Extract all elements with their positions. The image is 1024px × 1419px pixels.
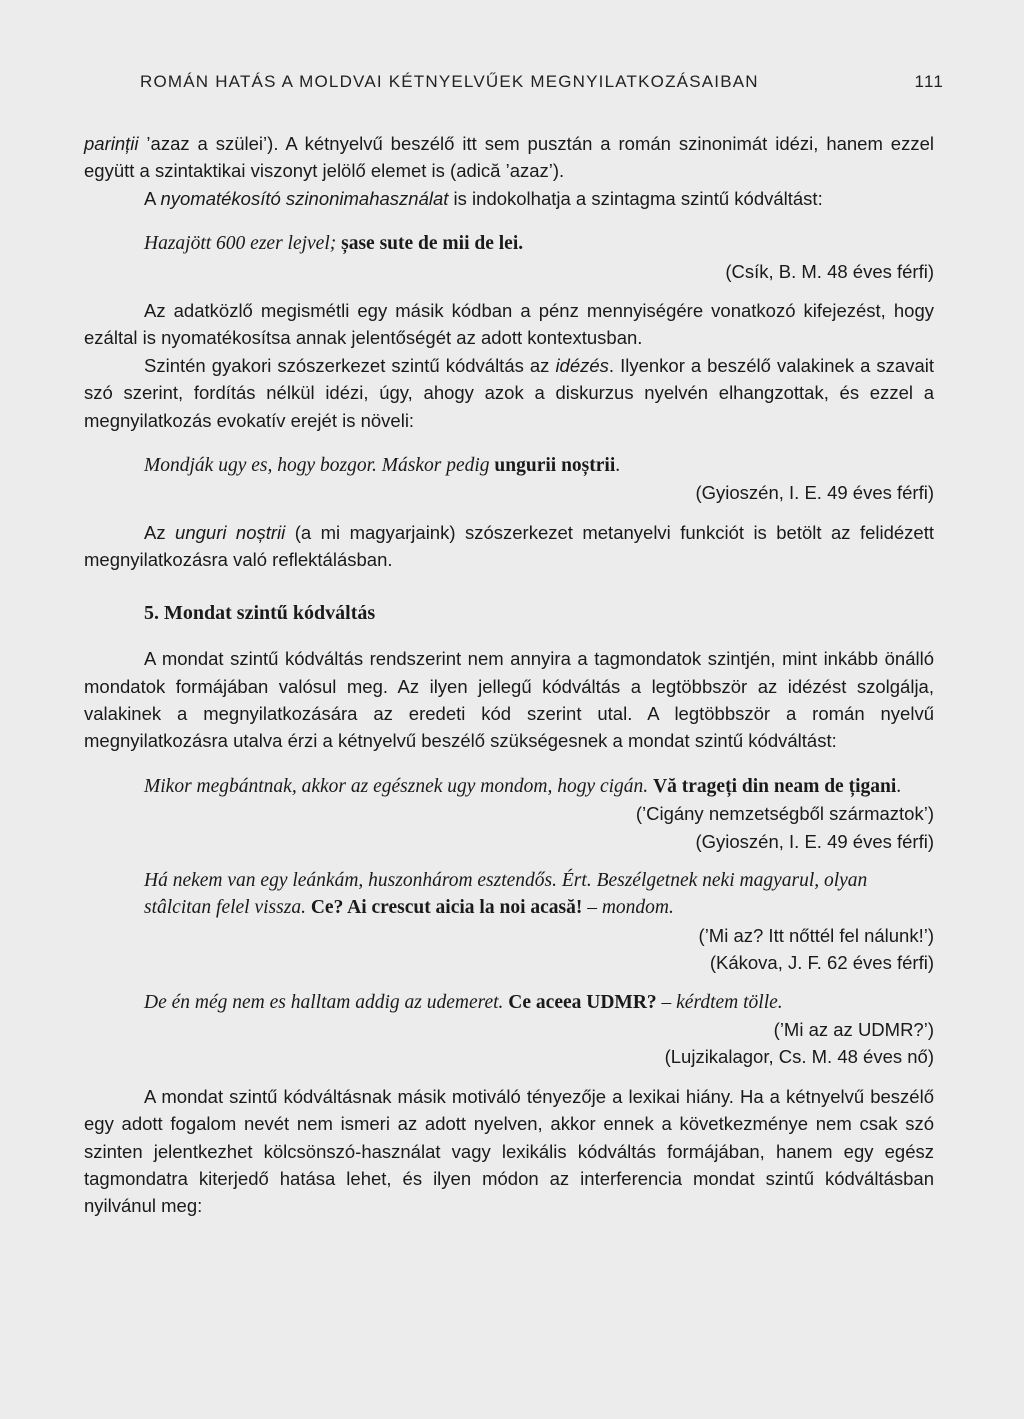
example-4-source: (Kákova, J. F. 62 éves férfi) xyxy=(709,952,934,974)
page-number: 111 xyxy=(914,72,944,91)
example-hungarian: Mikor megbántnak, akkor az egésznek ugy mondom, hogy cigán. xyxy=(144,775,654,797)
example-romanian: șase sute de mii de lei. xyxy=(341,233,524,255)
example-1 xyxy=(84,230,934,257)
paragraph-text: Az xyxy=(144,521,176,543)
paragraph-text: A xyxy=(144,187,161,209)
section-heading: 5. Mondat szintű kódváltás xyxy=(144,601,376,624)
paragraph-1 xyxy=(84,130,934,185)
running-title: ROMÁN HATÁS A MOLDVAI KÉTNYELVŰEK MEGNYILATKOZÁSAIBAN xyxy=(140,72,759,91)
example-1-source: (Csík, B. M. 48 éves férfi) xyxy=(725,260,934,282)
example-4 xyxy=(84,867,934,922)
example-hungarian: – mondom. xyxy=(582,897,674,919)
example-hungarian: Há nekem van egy leánkám, huszonhárom esztendős. Ért. Beszélgetnek neki magyarul, olyan stâlcitan felel vissza. xyxy=(144,869,868,919)
example-5 xyxy=(84,989,934,1016)
italic-term: unguri noștrii xyxy=(175,521,286,543)
paragraph-6: A mondat szintű kódváltás rendszerint nem annyira a tagmondatok szintjén, mint inkább önálló mondatok formájában valósul meg. Az ilyen jellegű kódváltás a legtöbbször az idézést szolgálja, valakinek a megnyilatkozására az eredeti kód szerint utal. A legtöbbször a román nyelvű megnyilatkozásra utalva érzi a kétnyelvű beszélő szükségesnek a mondat szintű kódváltást: xyxy=(84,648,934,752)
paragraph-text: is indokolhatja a szintagma szintű kódváltást: xyxy=(448,187,823,209)
paragraph-2 xyxy=(84,185,934,212)
example-3-source: (Gyioszén, I. E. 49 éves férfi) xyxy=(695,830,934,852)
example-5-gloss: (’Mi az az UDMR?’) xyxy=(773,1018,934,1040)
example-4-gloss: (’Mi az? Itt nőttél fel nálunk!’) xyxy=(698,924,934,946)
italic-term: parinții xyxy=(84,133,139,154)
page-body xyxy=(84,130,934,1220)
example-hungarian: Hazajött 600 ezer lejvel; xyxy=(144,233,342,255)
running-header xyxy=(140,72,944,92)
paragraph-text: ’azaz a szülei’). A kétnyelvű beszélő itt sem pusztán a román szinonimát idézi, hanem ezzel együtt a szintaktikai viszonyt jelölő elemet is (adică ’azaz’). xyxy=(84,133,934,182)
paragraph-text: Szintén gyakori szószerkezet szintű kódváltás az xyxy=(144,354,556,376)
paragraph-7: A mondat szintű kódváltásnak másik motiváló tényezője a lexikai hiány. Ha a kétnyelvű beszélő egy adott fogalom nevét nem ismeri az adott nyelven, akkor ennek a következménye nem csak szó szinten jelentkezhet kölcsönszó-használat vagy lexikális kódváltás formájában, hanem egy egész tagmondatra kiterjedő hatása lehet, és ilyen módon az interferencia mondat szintű kódváltásban nyilvánul meg: xyxy=(84,1085,934,1217)
paragraph-4 xyxy=(84,352,934,434)
example-2 xyxy=(84,452,934,479)
example-hungarian: Mondják ugy es, hogy bozgor. Máskor pedig xyxy=(144,455,495,477)
example-romanian: Ce aceea UDMR? xyxy=(508,991,657,1013)
example-romanian: ungurii noștrii xyxy=(494,455,616,477)
example-hungarian: De én még nem es halltam addig az udemeret. xyxy=(144,991,509,1013)
paragraph-text: . Ilyenkor a beszélő valakinek a szavait szó szerint, fordítás nélkül idézi, úgy, ahogy azok a diskurzus nyelvén elhangzottak, és ezzel a megnyilatkozás evokatív erejét is növeli: xyxy=(84,354,934,431)
example-romanian: Ce? Ai crescut aicia la noi acasă! xyxy=(310,897,583,919)
example-3-gloss: (’Cigány nemzetségből származtok’) xyxy=(635,803,934,825)
punctuation: . xyxy=(896,775,902,797)
paragraph-3: Az adatközlő megismétli egy másik kódban a pénz mennyiségére vonatkozó kifejezést, hogy ezáltal is nyomatékosítsa annak jelentőségét az adott kontextusban. xyxy=(84,300,934,349)
example-2-source: (Gyioszén, I. E. 49 éves férfi) xyxy=(695,482,934,504)
example-3 xyxy=(84,773,934,800)
italic-term: idézés xyxy=(555,354,609,376)
example-romanian: Vă trageți din neam de țigani xyxy=(653,775,897,797)
paragraph-5 xyxy=(84,519,934,574)
example-5-source: (Lujzikalagor, Cs. M. 48 éves nő) xyxy=(664,1046,934,1068)
paragraph-text: (a mi magyarjaink) szószerkezet metanyelvi funkciót is betölt az felidézett megnyilatkozásra való reflektálásban. xyxy=(84,521,934,571)
punctuation: . xyxy=(615,455,621,477)
example-hungarian: – kérdtem tölle. xyxy=(656,991,783,1013)
italic-term: nyomatékosító szinonimahasználat xyxy=(160,187,449,209)
